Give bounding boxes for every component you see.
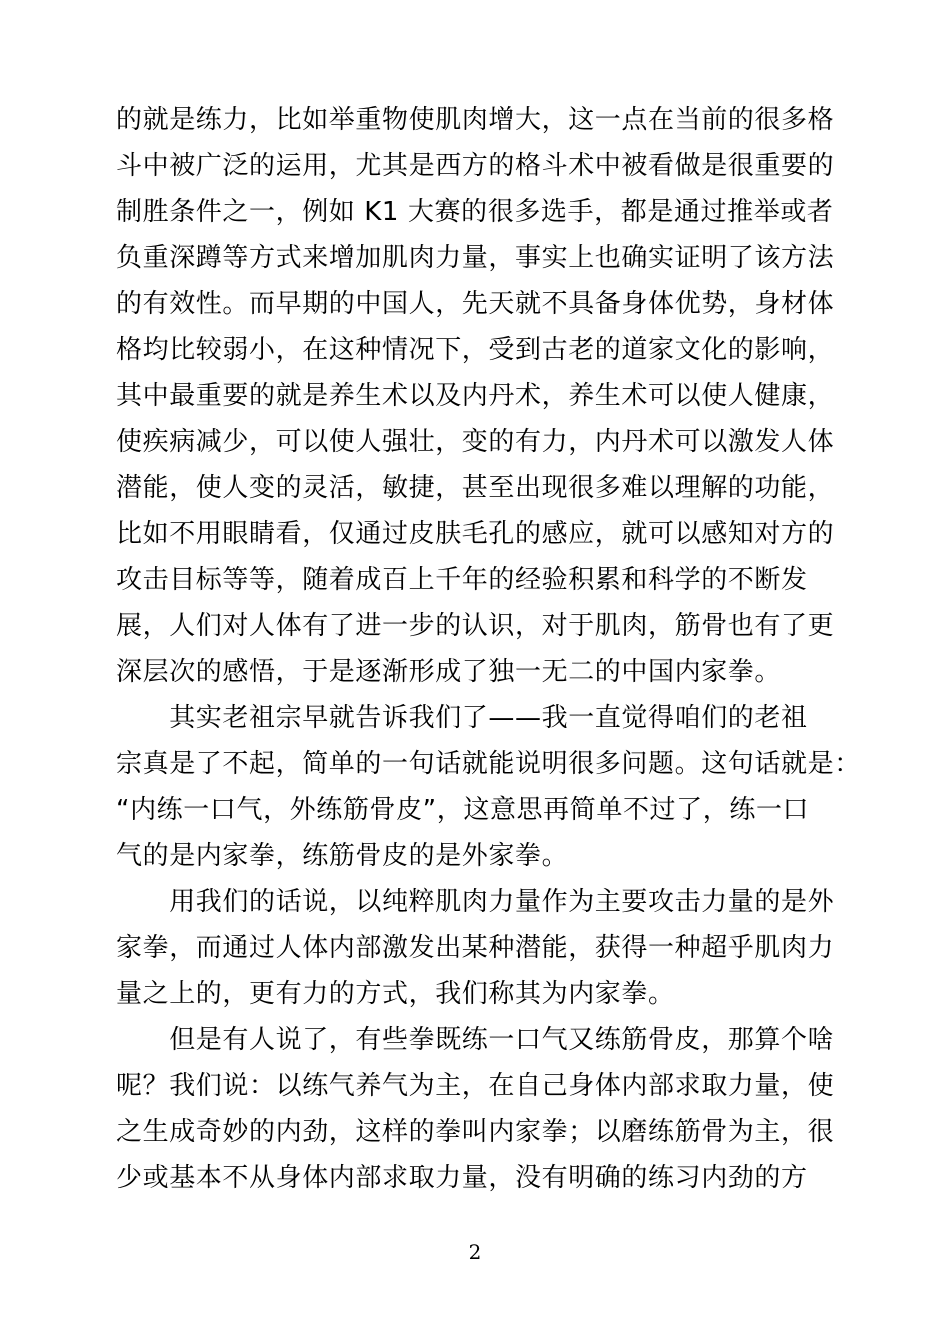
text-line: 少或基本不从身体内部求取力量，没有明确的练习内劲的方 [116,1163,808,1193]
text-line: 呢？我们说：以练气养气为主，在自己身体内部求取力量，使 [116,1071,835,1101]
text-line: 用我们的话说，以纯粹肌肉力量作为主要攻击力量的是外 [116,887,835,917]
text-line: 制胜条件之一，例如 K1 大赛的很多选手，都是通过推举或者 [116,197,834,227]
text-line: 比如不用眼睛看，仅通过皮肤毛孔的感应，就可以感知对方的 [116,519,835,549]
text-line: 展，人们对人体有了进一步的认识，对于肌肉，筋骨也有了更 [116,611,835,641]
page-number: 2 [468,1240,482,1264]
text-line: 但是有人说了，有些拳既练一口气又练筋骨皮，那算个啥 [116,1025,835,1055]
text-line: 斗中被广泛的运用，尤其是西方的格斗术中被看做是很重要的 [116,151,835,181]
text-line: 其中最重要的就是养生术以及内丹术，养生术可以使人健康， [116,381,835,411]
text-line: 格均比较弱小，在这种情况下，受到古老的道家文化的影响， [116,335,835,365]
text-line: “内练一口气，外练筋骨皮”，这意思再简单不过了，练一口 [116,795,810,825]
text-line: 气的是内家拳，练筋骨皮的是外家拳。 [116,841,569,871]
text-line: 深层次的感悟，于是逐渐形成了独一无二的中国内家拳。 [116,657,782,687]
text-line: 负重深蹲等方式来增加肌肉力量，事实上也确实证明了该方法 [116,243,835,273]
text-line: 的就是练力，比如举重物使肌肉增大，这一点在当前的很多格 [116,105,835,135]
text-line: 家拳，而通过人体内部激发出某种潜能，获得一种超乎肌肉力 [116,933,835,963]
text-line: 使疾病减少，可以使人强壮，变的有力，内丹术可以激发人体 [116,427,835,457]
text-line: 攻击目标等等，随着成百上千年的经验积累和科学的不断发 [116,565,808,595]
text-line: 量之上的，更有力的方式，我们称其为内家拳。 [116,979,675,1009]
text-line: 的有效性。而早期的中国人，先天就不具备身体优势，身材体 [116,289,835,319]
text-line: 其实老祖宗早就告诉我们了——我一直觉得咱们的老祖 [116,703,808,733]
text-line: 之生成奇妙的内劲，这样的拳叫内家拳；以磨练筋骨为主，很 [116,1117,835,1147]
text-line: 潜能，使人变的灵活，敏捷，甚至出现很多难以理解的功能， [116,473,835,503]
text-line: 宗真是了不起，简单的一句话就能说明很多问题。这句话就是： [116,749,861,779]
